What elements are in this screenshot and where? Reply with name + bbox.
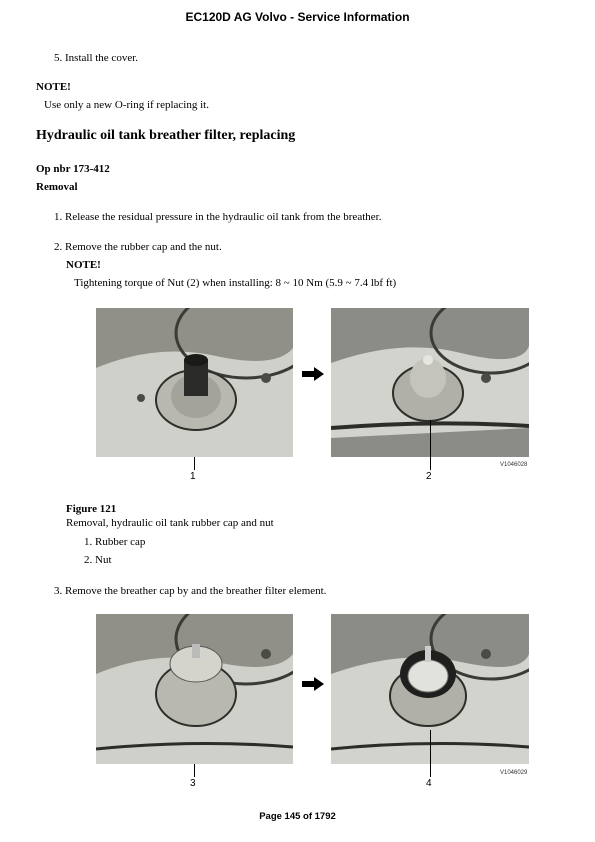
page-number: Page 145 of 1792 [259,811,336,822]
note-text: Use only a new O-ring if replacing it. [44,99,209,111]
arrow-right-icon [302,677,324,691]
step-5-text: 5. Install the cover. [54,52,139,64]
figure-1-item-2: 2. Nut [84,554,112,566]
step-1-text: 1. Release the residual pressure in the hydraulic oil tank from the breather. [54,211,382,223]
callout-leader-4 [430,730,431,777]
step-2-note-text: Tightening torque of Nut (2) when installing: 8 ~ 10 Nm (5.9 ~ 7.4 lbf ft) [74,277,397,289]
step-3-text: 3. Remove the breather cap by and the breather filter element. [54,585,327,597]
section-title: Hydraulic oil tank breather filter, replacing [36,128,296,143]
figure-1-caption-title: Figure 121 [66,503,117,515]
callout-4: 4 [426,778,432,789]
callout-2: 2 [426,471,432,482]
page-header-title: EC120D AG Volvo - Service Information [185,10,410,24]
photo-breather-cap [96,614,293,764]
photo-rubber-cap [96,308,293,457]
figure-1-code: V1046028 [500,462,528,468]
figure-1-item-1: 1. Rubber cap [84,536,146,548]
callout-leader-2 [430,420,431,470]
step-2-note-label: NOTE! [66,259,101,271]
arrow-right-icon [302,367,324,381]
section-subtitle: Removal [36,181,78,193]
step-2-text: 2. Remove the rubber cap and the nut. [54,241,222,253]
callout-leader-3 [194,764,195,777]
callout-1: 1 [190,471,196,482]
callout-leader-1 [194,457,195,470]
figure-2-code: V1046029 [500,770,528,776]
note-label: NOTE! [36,81,71,93]
figure-1-caption-text: Removal, hydraulic oil tank rubber cap and nut [66,517,274,529]
callout-3: 3 [190,778,196,789]
op-number: Op nbr 173-412 [36,163,110,175]
